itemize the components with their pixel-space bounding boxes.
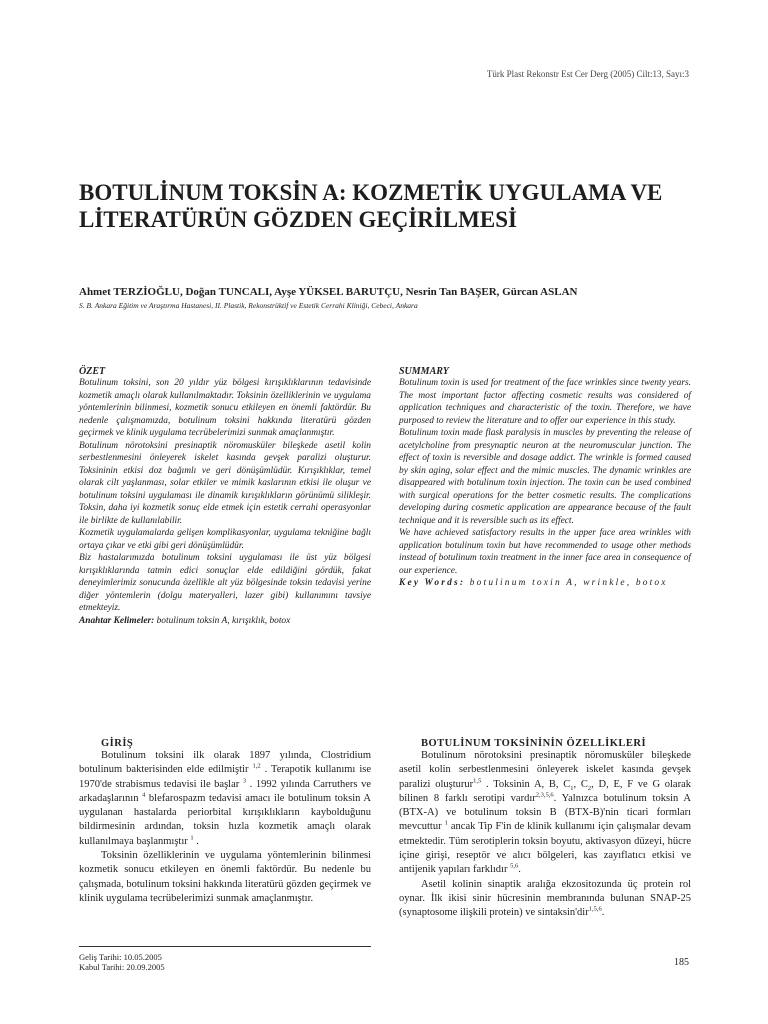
footer-divider — [79, 946, 371, 947]
title-line-1: BOTULİNUM TOKSİN A: KOZMETİK UYGULAMA VE — [79, 180, 663, 205]
subscript: 1 — [570, 784, 574, 792]
authors: Ahmet TERZİOĞLU, Doğan TUNCALI, Ayşe YÜKSEL BARUTÇU, Nesrin Tan BAŞER, Gürcan ASLAN — [79, 286, 578, 298]
ozellikler-p1-text-d: , D, E, F ve G olarak bilinen 8 farklı serotipi vardır — [399, 778, 692, 804]
accepted-date: Kabul Tarihi: 20.09.2005 — [79, 962, 165, 972]
ozellikler-p1-text-a: Botulinum nörotoksini presinaptik nöromusküler bileşkede asetil kolin serbestlenmesini önleyerek iskelet kasında gevşek paralizi oluşturur — [399, 750, 691, 790]
section-ozellikler — [399, 738, 691, 921]
summary-paragraph-2: Botulinum toxin made flask paralysis in muscles by preventing the release of acetylcholine from presynaptic neuron at the neuromuscular junction. The effect of toxin is reversible and dosage addict. The wrinkle is formed caused by skin aging, solar effect and the mimic muscles. The dynamic wrinkles are disappeared with botulinum toxin injection. The toxin can be used combined with surgical operations for the better cosmetic results. The complications developing during cosmetic application are appearance because of the fault technique and it is reversible such as its effect. — [399, 428, 691, 526]
summary-keywords-label: Key Words: — [399, 578, 466, 588]
giris-body — [79, 749, 371, 906]
summary-keywords — [399, 577, 691, 590]
giris-paragraph-1 — [79, 749, 371, 849]
ozellikler-heading: BOTULİNUM TOKSİNİNİN ÖZELLİKLERİ — [421, 738, 647, 749]
page-number: 185 — [674, 957, 689, 968]
giris-p1-text-e: . — [196, 835, 199, 847]
citation-ref: 5,6 — [510, 862, 519, 870]
abstract-english — [399, 366, 691, 590]
citation-ref: 2,3,5,6 — [535, 791, 554, 799]
ozellikler-body — [399, 749, 691, 921]
ozellikler-paragraph-2 — [399, 878, 691, 921]
ozet-paragraph-2: Botulinum nörotoksini presinaptik nöromusküler bileşkede asetil kolin serbestlenmesini önleyerek iskelet kasında gevşek paralizi oluşturur. Toksininin etkisi doz bağımlı ve geri dönüşümlüdür. Kırışıklıklar, temel olarak cilt yaşlanması, solar etkiler ve mimik kaslarının etkisi ile oluşur ve botulinum toksini uygulaması ile dinamik kırışıklıkların görünümü silikleşir. Toksin, daha iyi kozmetik sonuç elde etmek için estetik cerrahi operasyonlar ile birlikte de kullanılabilir. — [79, 440, 371, 526]
ozet-keywords-label: Anahtar Kelimeler: — [79, 615, 155, 626]
summary-body — [399, 377, 691, 590]
ozellikler-paragraph-1 — [399, 749, 691, 878]
giris-p1-text-d: blefarospazm tedavisi amacı ile botulinum toksin A uygulanan hastalarda periorbital kırışıklıkların kaybolduğunu bildirmesinin ardından, toksin hızla kozmetik amaçlı olarak kullanılmaya başlanmıştır — [79, 792, 372, 847]
ozellikler-p1-text-b: . Toksinin A, B, C — [486, 778, 571, 790]
citation-ref: 4 — [142, 791, 146, 799]
ozet-body — [79, 377, 371, 627]
giris-paragraph-2: Toksinin özelliklerinin ve uygulama yöntemlerinin bilinmesi kozmetik sonucu etkileyen en önemli faktördür. Bu nedenle bu çalışmada, botulinum toksini hakkında literatürü gözden geçirmek ve klinik uygulama tecrübelerimizi sunmak amaçlanmıştır. — [79, 850, 371, 904]
ozet-paragraph-3: Kozmetik uygulamalarda gelişen komplikasyonlar, uygulama tekniğine bağlı ortaya çıkar ve etki gibi geri dönüşümlüdür. — [79, 528, 371, 551]
journal-header: Türk Plast Rekonstr Est Cer Derg (2005) Cilt:13, Sayı:3 — [486, 69, 689, 79]
summary-paragraph-3: We have achieved satisfactory results in the upper face area wrinkles with application botulinum toxin but have recommended to usage other methods instead of botulinum toxin treatment in the inner face area in consequence of our experience. — [399, 528, 691, 576]
citation-ref: 3 — [242, 777, 247, 785]
received-date: Geliş Tarihi: 10.05.2005 — [79, 952, 162, 962]
giris-p1-text-b: . Terapotik kullanımı ise 1970'de strabismus tedavisi ile başlar — [79, 764, 371, 790]
ozet-keywords — [79, 615, 371, 628]
ozet-paragraph-1: Botulinum toksini, son 20 yıldır yüz bölgesi kırışıklıklarının tedavisinde kozmetik amaçlı olarak kullanılmaktadır. Toksinin özelliklerinin ve uygulama yöntemlerinin bilinmesi, kozmetik sonucu etkileyen en önemli faktördür. Bu nedenle çalışmamızda, botulinum toksini hakkında literatürü gözden geçirmek ve klinik uygulama tecrübelerimizi sunmak amaçlanmıştır. — [79, 378, 371, 438]
summary-paragraph-1: Botulinum toxin is used for treatment of the face wrinkles since twenty years. The most important factor affecting cosmetic results was considered of application techniques and characteristic of the toxin. Therefore, we have purposed to review the literature and to offer our experience in this study. — [399, 378, 691, 426]
section-giris — [79, 738, 371, 906]
ozellikler-p1-text-e: . Yalnızca botulinum toksin A (BTX-A) ve botulinum toksin B (BTX-B)'nin ticari formları mevcuttur — [399, 792, 691, 833]
ozellikler-p2-text-b: . — [601, 907, 605, 919]
summary-heading: SUMMARY — [399, 366, 449, 377]
ozet-heading: ÖZET — [79, 366, 106, 377]
citation-ref: 1 — [444, 819, 448, 827]
citation-ref: 1 — [190, 834, 194, 842]
ozellikler-p1-text-c: , C — [573, 778, 588, 790]
ozellikler-p1-text-f: ancak Tip F'in de klinik kullanımı için çalışmalar devam etmektedir. Tüm serotiplerin toksin boyutu, aktivasyon düzeyi, hücre içine girişi, reseptör ve alıcı bölgeleri, kas zayıflatıcı etkisi ve antijenik yapıları farklıdır — [399, 821, 692, 876]
summary-keywords-value: botulinum toxin A, wrinkle, botox — [469, 578, 668, 588]
ozellikler-p1-text-g: . — [518, 864, 521, 876]
ozet-paragraph-4: Biz hastalarımızda botulinum toksini uygulaması ile üst yüz bölgesi kırışıklıklarında tatmin edici sonuçlar elde edildiğini gördük, fakat deneyimlerimiz sonucunda özellikle alt yüz bölgesinde toksin tedavisi yerine diğer yöntemlerin (dolgu materyalleri, lazer gibi) kullanımını tavsiye etmekteyiz. — [79, 553, 371, 613]
abstract-turkish — [79, 366, 371, 627]
citation-ref: 1,5 — [473, 777, 482, 785]
citation-ref: 1,2 — [252, 762, 261, 770]
ozet-keywords-value: botulinum toksin A, kırışıklık, botox — [156, 615, 291, 626]
giris-p1-text-c: . 1992 yılında Carruthers ve arkadaşlarının — [79, 778, 371, 804]
title-line-2: LİTERATÜRÜN GÖZDEN GEÇİRİLMESİ — [79, 207, 517, 232]
citation-ref: 1,5,6 — [588, 905, 602, 913]
article-dates — [79, 952, 165, 972]
giris-heading: GİRİŞ — [101, 738, 134, 749]
ozellikler-p2-text-a: Asetil kolinin sinaptik aralığa ekzositozunda üç protein rol oynar. İlk ikisi sinir hücresinin membranında bulunan SNAP-25 (synaptosome ilişkili protein) ve sintaksin'dir — [399, 878, 691, 919]
affiliation: S. B. Ankara Eğitim ve Araştırma Hastanesi, II. Plastik, Rekonstrüktif ve Estetik Cerrahi Kliniği, Cebeci, Ankara — [79, 301, 418, 310]
subscript: 2 — [587, 784, 592, 792]
article-title — [79, 179, 699, 233]
giris-p1-text-a: Botulinum toksini ilk olarak 1897 yılında, Clostridium botulinum bakterisinden elde edilmiştir — [79, 750, 371, 776]
